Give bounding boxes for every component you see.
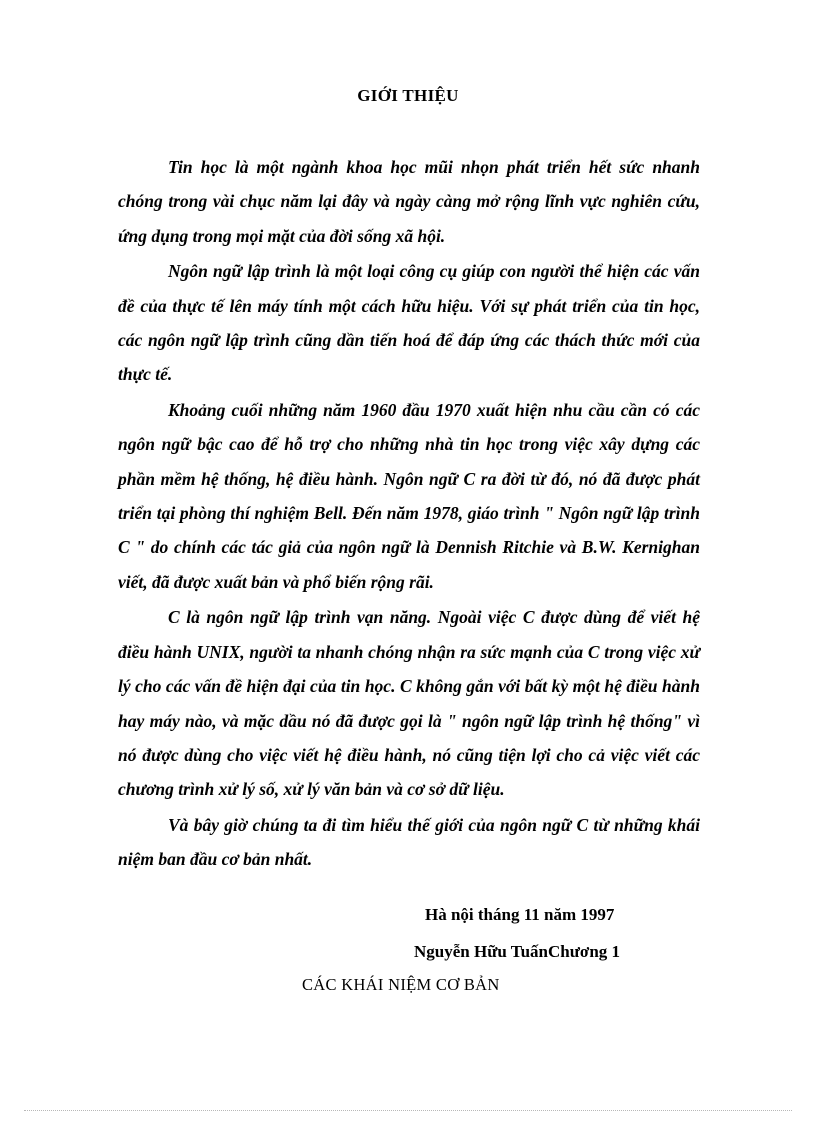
paragraph-intro: Tin học là một ngành khoa học mũi nhọn phát triển hết sức nhanh chóng trong vài chục năm lại đây và ngày càng mở rộng lĩnh vực nghiên cứu, ứng dụng trong mọi mặt của đời sống xã hội.	[118, 157, 700, 246]
paragraph-programming-languages: Ngôn ngữ lập trình là một loại công cụ giúp con người thể hiện các vấn đề của thực tế lên máy tính một cách hữu hiệu. Với sự phát triển của tin học, các ngôn ngữ lập trình cũng dần tiến hoá để đáp ứng các thách thức mới của thực tế.	[118, 261, 700, 385]
document-title: GIỚI THIỆU	[357, 86, 459, 105]
paragraph-closing: Và bây giờ chúng ta đi tìm hiểu thế giới của ngôn ngữ C từ những khái niệm ban đầu cơ bản nhất.	[118, 814, 700, 870]
page-break-divider	[24, 1110, 792, 1111]
signature-author: Nguyễn Hữu TuấnChương 1	[414, 942, 621, 961]
chapter-heading: CÁC KHÁI NIỆM CƠ BẢN	[302, 975, 500, 994]
paragraph-history-of-c: Khoảng cuối những năm 1960 đầu 1970 xuất hiện nhu cầu cần có các ngôn ngữ bậc cao để hỗ trợ cho những nhà tin học trong việc xây dựng các phần mềm hệ thống, hệ điều hành. Ngôn ngữ C ra đời từ đó, nó đã được phát triển tại phòng thí nghiệm Bell. Đến năm 1978, giáo trình " Ngôn ngữ lập trình C " do chính các tác giả của ngôn ngữ là Dennish Ritchie và B.W. Kernighan viết, đã được xuất bản và phổ biến rộng rãi.	[118, 399, 700, 592]
paragraph-c-general-purpose: C là ngôn ngữ lập trình vạn năng. Ngoài việc C được dùng để viết hệ điều hành UNIX, người ta nhanh chóng nhận ra sức mạnh của C trong việc xử lý cho các vấn đề hiện đại của tin học. C không gắn với bất kỳ một hệ điều hành hay máy nào, và mặc dầu nó đã được gọi là " ngôn ngữ lập trình hệ thống" vì nó được dùng cho việc viết hệ điều hành, nó cũng tiện lợi cho cả việc viết các chương trình xử lý số, xử lý văn bản và cơ sở dữ liệu.	[118, 607, 700, 800]
body-text	[118, 150, 700, 878]
signature-date: Hà nội tháng 11 năm 1997	[425, 905, 615, 924]
